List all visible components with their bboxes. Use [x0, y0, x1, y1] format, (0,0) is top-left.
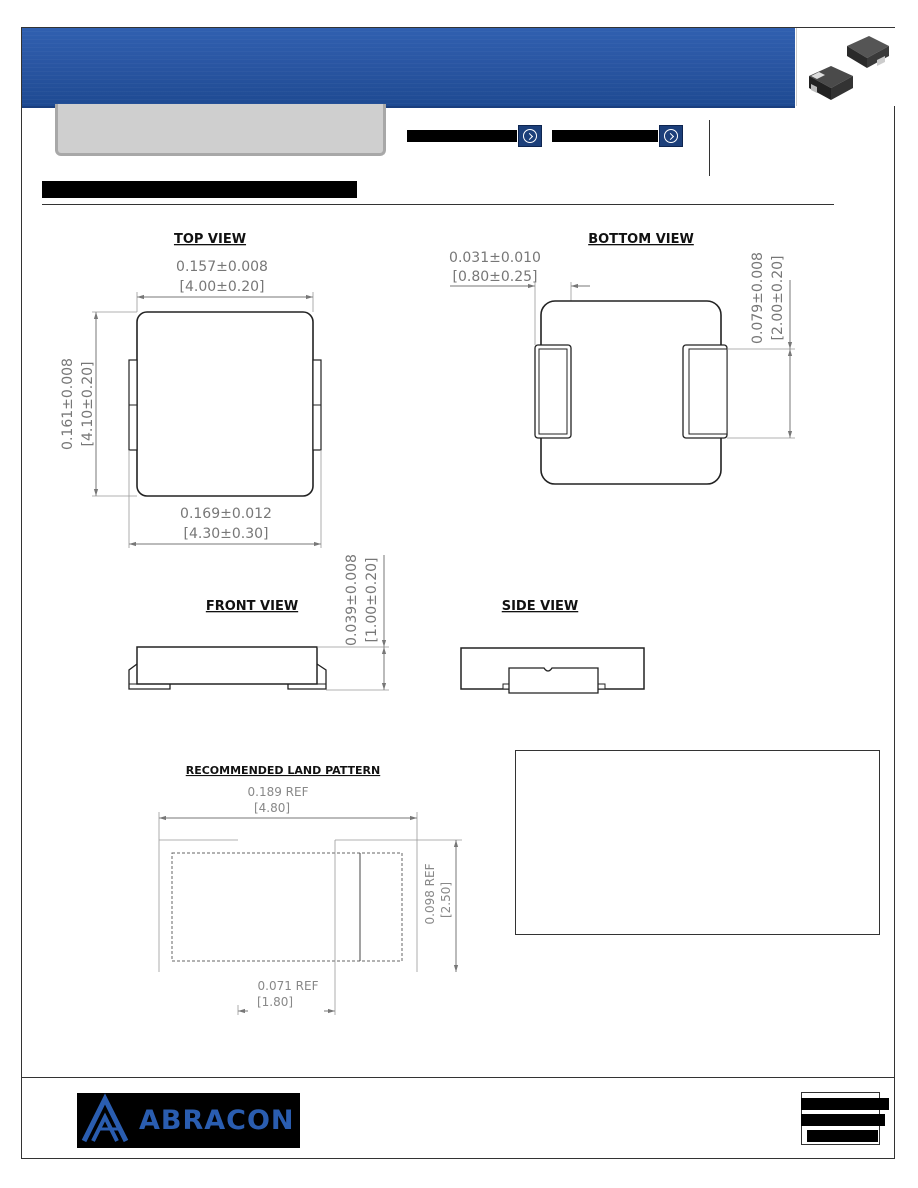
- land-pattern-title: RECOMMENDED LAND PATTERN: [185, 764, 381, 777]
- notes-box: [515, 750, 880, 935]
- footer-rule: [22, 1077, 895, 1078]
- abracon-logo-text: ABRACON: [139, 1105, 295, 1136]
- abracon-logo[interactable]: [77, 1093, 300, 1148]
- bottom-pad-in: 0.031±0.010: [449, 250, 541, 266]
- bottom-padlen-mm: [2.00±0.20]: [770, 255, 786, 341]
- side-view-title: SIDE VIEW: [501, 599, 579, 614]
- land-width-mm: [4.80]: [253, 801, 291, 815]
- top-height-in: 0.161±0.008: [60, 358, 76, 450]
- revision-bar-1: [801, 1098, 889, 1110]
- revision-bar-2: [801, 1114, 885, 1126]
- top-view-title: TOP VIEW: [173, 232, 247, 247]
- front-thickness-mm: [1.00±0.20]: [364, 557, 380, 643]
- abracon-logo-icon: [79, 1093, 139, 1148]
- top-height-mm: [4.10±0.20]: [80, 361, 96, 447]
- front-view-title: FRONT VIEW: [205, 599, 299, 614]
- top-width-in: 0.157±0.008: [176, 259, 268, 275]
- land-width-in: 0.189 REF: [247, 785, 309, 799]
- land-gap-in: 0.071 REF: [257, 979, 319, 993]
- land-height-in: 0.098 REF: [423, 863, 437, 925]
- revision-bar-3: [807, 1130, 878, 1142]
- top-overall-in: 0.169±0.012: [180, 506, 272, 522]
- land-gap-mm: [1.80]: [256, 995, 294, 1009]
- front-view-body: [137, 647, 317, 684]
- top-view-body: [137, 312, 313, 496]
- land-height-mm: [2.50]: [439, 881, 453, 919]
- top-overall-mm: [4.30±0.30]: [183, 526, 269, 542]
- front-thickness-in: 0.039±0.008: [344, 554, 360, 646]
- land-pattern-outline: [172, 853, 402, 961]
- top-width-mm: [4.00±0.20]: [179, 279, 265, 295]
- bottom-padlen-in: 0.079±0.008: [750, 252, 766, 344]
- bottom-view-title: BOTTOM VIEW: [588, 232, 694, 247]
- bottom-pad-mm: [0.80±0.25]: [452, 269, 538, 285]
